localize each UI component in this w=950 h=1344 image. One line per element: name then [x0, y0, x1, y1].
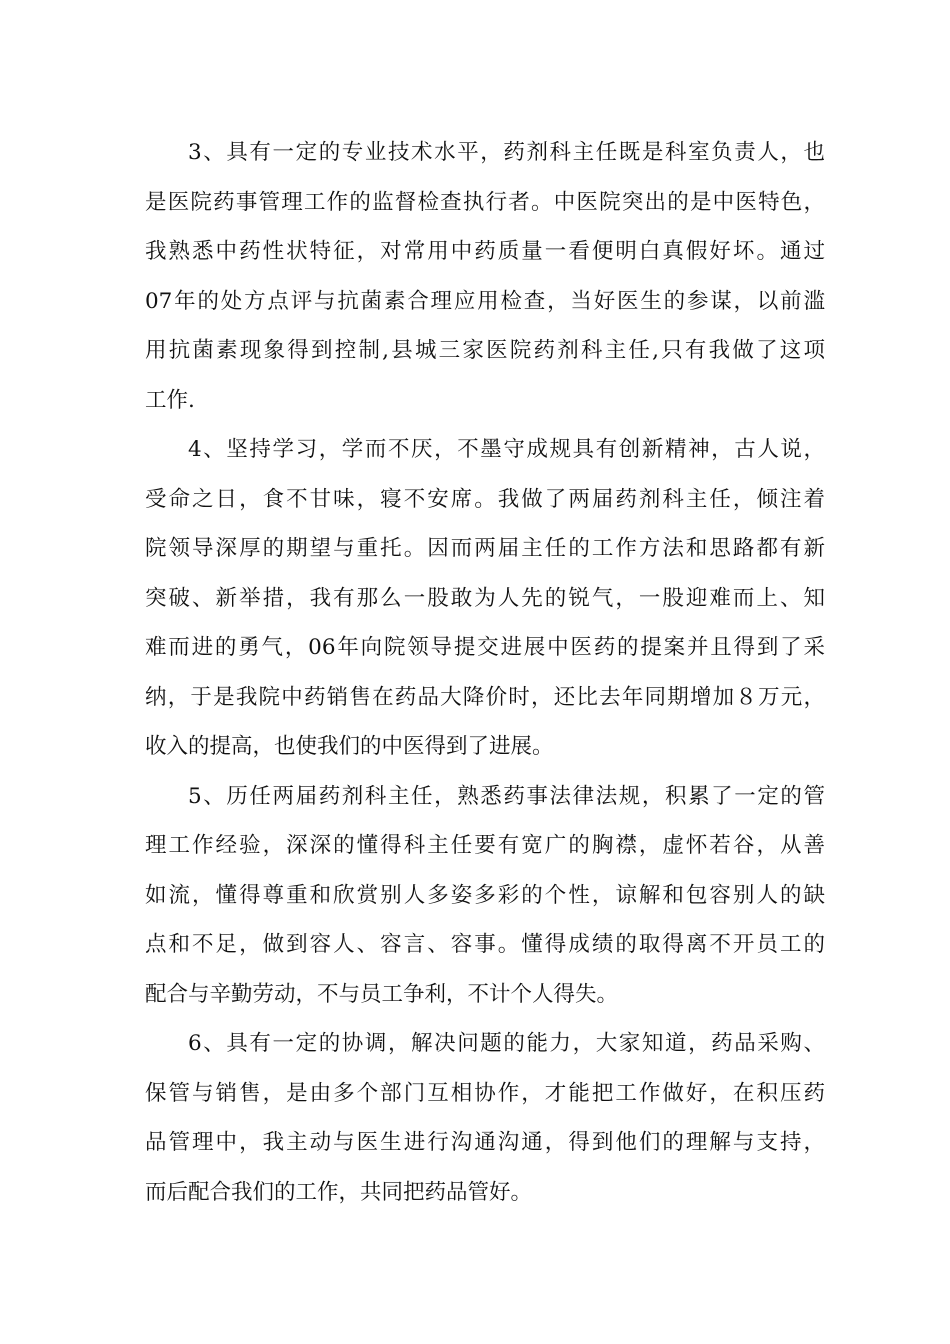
- text-line: 如流，懂得尊重和欣赏别人多姿多彩的个性，谅解和包容别人的缺: [145, 882, 825, 908]
- text-line: 而后配合我们的工作，共同把药品管好。: [145, 1179, 533, 1205]
- text-line: 保管与销售，是由多个部门互相协作，才能把工作做好，在积压药: [145, 1080, 825, 1106]
- text-line: 纳，于是我院中药销售在药品大降价时，还比去年同期增加８万元，: [145, 684, 825, 710]
- text-line: 难而进的勇气，06年向院领导提交进展中医药的提案并且得到了采: [145, 635, 825, 660]
- text-line: 5、历任两届药剂科主任，熟悉药事法律法规，积累了一定的管: [188, 783, 825, 809]
- paragraph-3: [145, 128, 825, 425]
- text-line: 院领导深厚的期望与重托。因而两届主任的工作方法和思路都有新: [145, 536, 825, 561]
- paragraph-5: [145, 772, 825, 1020]
- text-line: 是医院药事管理工作的监督检查执行者。中医院突出的是中医特色，: [145, 189, 825, 215]
- text-line: 用抗菌素现象得到控制,县城三家医院药剂科主任,只有我做了这项: [145, 338, 825, 363]
- text-line: 品管理中，我主动与医生进行沟通沟通，得到他们的理解与支持，: [145, 1130, 825, 1155]
- text-line: 4、坚持学习，学而不厌，不墨守成规具有创新精神，古人说，: [188, 437, 825, 462]
- text-line: 6、具有一定的协调，解决问题的能力，大家知道，药品采购、: [188, 1031, 825, 1056]
- text-line: 点和不足，做到容人、容言、容事。懂得成绩的取得离不开员工的: [145, 932, 825, 957]
- paragraph-4: [145, 425, 825, 772]
- text-line: 工作.: [145, 387, 195, 413]
- text-line: 受命之日，食不甘味，寝不安席。我做了两届药剂科主任，倾注着: [145, 486, 825, 512]
- text-line: 理工作经验，深深的懂得科主任要有宽广的胸襟，虚怀若谷，从善: [145, 833, 825, 858]
- text-line: 3、具有一定的专业技术水平，药剂科主任既是科室负责人，也: [188, 140, 825, 165]
- text-line: 突破、新举措，我有那么一股敢为人先的锐气，一股迎难而上、知: [145, 585, 825, 611]
- text-line: 07年的处方点评与抗菌素合理应用检查，当好医生的参谋，以前滥: [145, 288, 825, 314]
- paragraph-6: [145, 1019, 825, 1217]
- text-line: 配合与辛勤劳动，不与员工争利，不计个人得失。: [145, 981, 619, 1007]
- text-line: 收入的提高，也使我们的中医得到了进展。: [145, 734, 554, 759]
- text-line: 我熟悉中药性状特征，对常用中药质量一看便明白真假好坏。通过: [145, 239, 825, 264]
- document-body: [145, 128, 825, 1217]
